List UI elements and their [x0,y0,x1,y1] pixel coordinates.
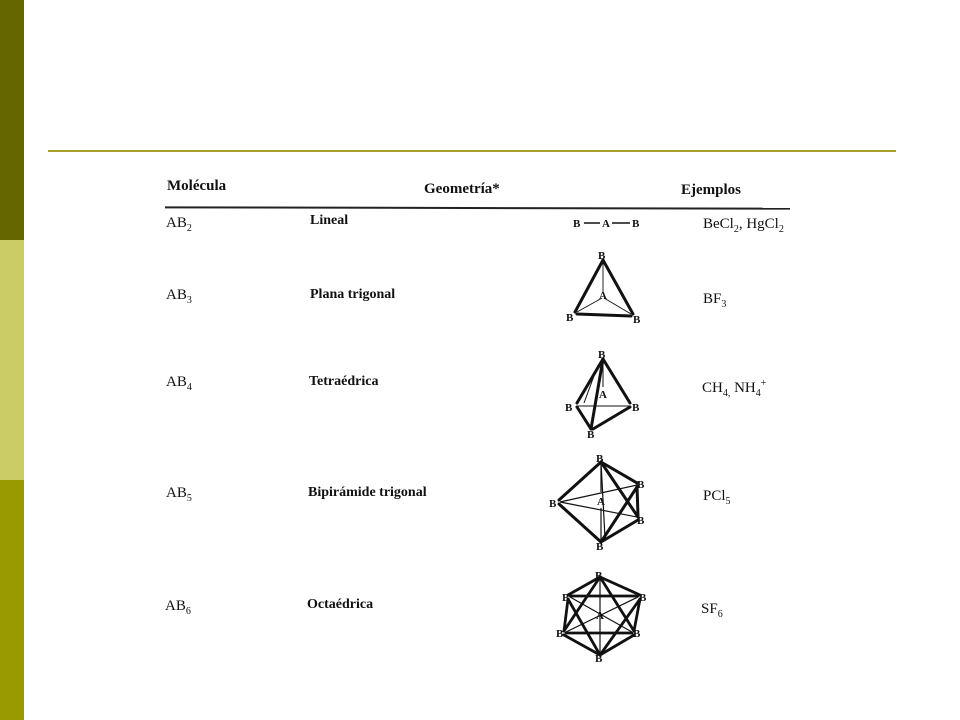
row-formula-ab6: $AB_6$ [165,598,191,617]
row-geometry-tetraedrica: Tetraédrica [309,374,379,389]
svg-text:A: A [599,389,607,401]
svg-text:B: B [565,402,573,414]
title-divider [48,150,896,152]
decorative-side-bar-top [0,0,24,240]
svg-text:B: B [556,628,564,640]
svg-text:B: B [596,541,604,553]
row-examples-ab6: $SF_6$ [701,601,723,620]
svg-text:B: B [633,628,641,640]
svg-text:B: B [637,515,645,527]
row-geometry-lineal: Lineal [310,213,349,228]
header-molecule: Molécula [167,178,227,194]
svg-text:B: B [549,498,557,510]
row-formula-ab3: $AB_3$ [166,287,192,306]
svg-text:B: B [573,218,581,230]
trigonal-planar-diagram [560,248,650,326]
svg-text:B: B [633,314,641,326]
svg-text:A: A [597,496,605,508]
row-formula-ab4: $AB_4$ [166,374,192,393]
linear-geometry-diagram [560,212,660,232]
svg-text:B: B [562,592,570,604]
svg-text:B: B [637,479,645,491]
svg-text:A: A [602,218,610,230]
row-examples-ab4: $CH_{4,}$ $NH_4^+$ [702,378,767,399]
tetrahedral-diagram [560,345,655,440]
row-examples-ab2: BeCl$_2$, HgCl$_2$ [703,216,784,235]
svg-text:B: B [632,218,640,230]
row-examples-ab3: $BF_3$ [703,291,727,310]
svg-text:B: B [595,570,603,582]
svg-text:B: B [566,312,574,324]
svg-text:A: A [599,290,607,302]
header-rule [165,206,790,209]
row-geometry-bipiramide-trigonal: Bipirámide trigonal [308,485,427,500]
trigonal-bipyramidal-diagram [545,450,655,555]
svg-text:B: B [598,250,606,262]
svg-text:B: B [598,349,606,361]
decorative-side-bar-bottom [0,480,24,720]
svg-text:B: B [639,592,647,604]
svg-text:B: B [587,429,595,441]
octahedral-diagram [548,565,658,670]
header-examples: Ejemplos [681,182,741,198]
svg-text:B: B [632,402,640,414]
decorative-side-bar-middle [0,240,24,480]
svg-text:B: B [596,453,604,465]
row-examples-ab5: PCl$_5$ [703,488,731,507]
row-formula-ab5: $AB_5$ [166,485,192,504]
svg-text:A: A [596,610,604,622]
header-geometry: Geometría* [424,181,500,197]
svg-text:B: B [595,653,603,665]
row-geometry-plana-trigonal: Plana trigonal [310,287,396,302]
row-formula-ab2: $AB_2$ [166,215,192,234]
row-geometry-octaedrica: Octaédrica [307,597,374,612]
